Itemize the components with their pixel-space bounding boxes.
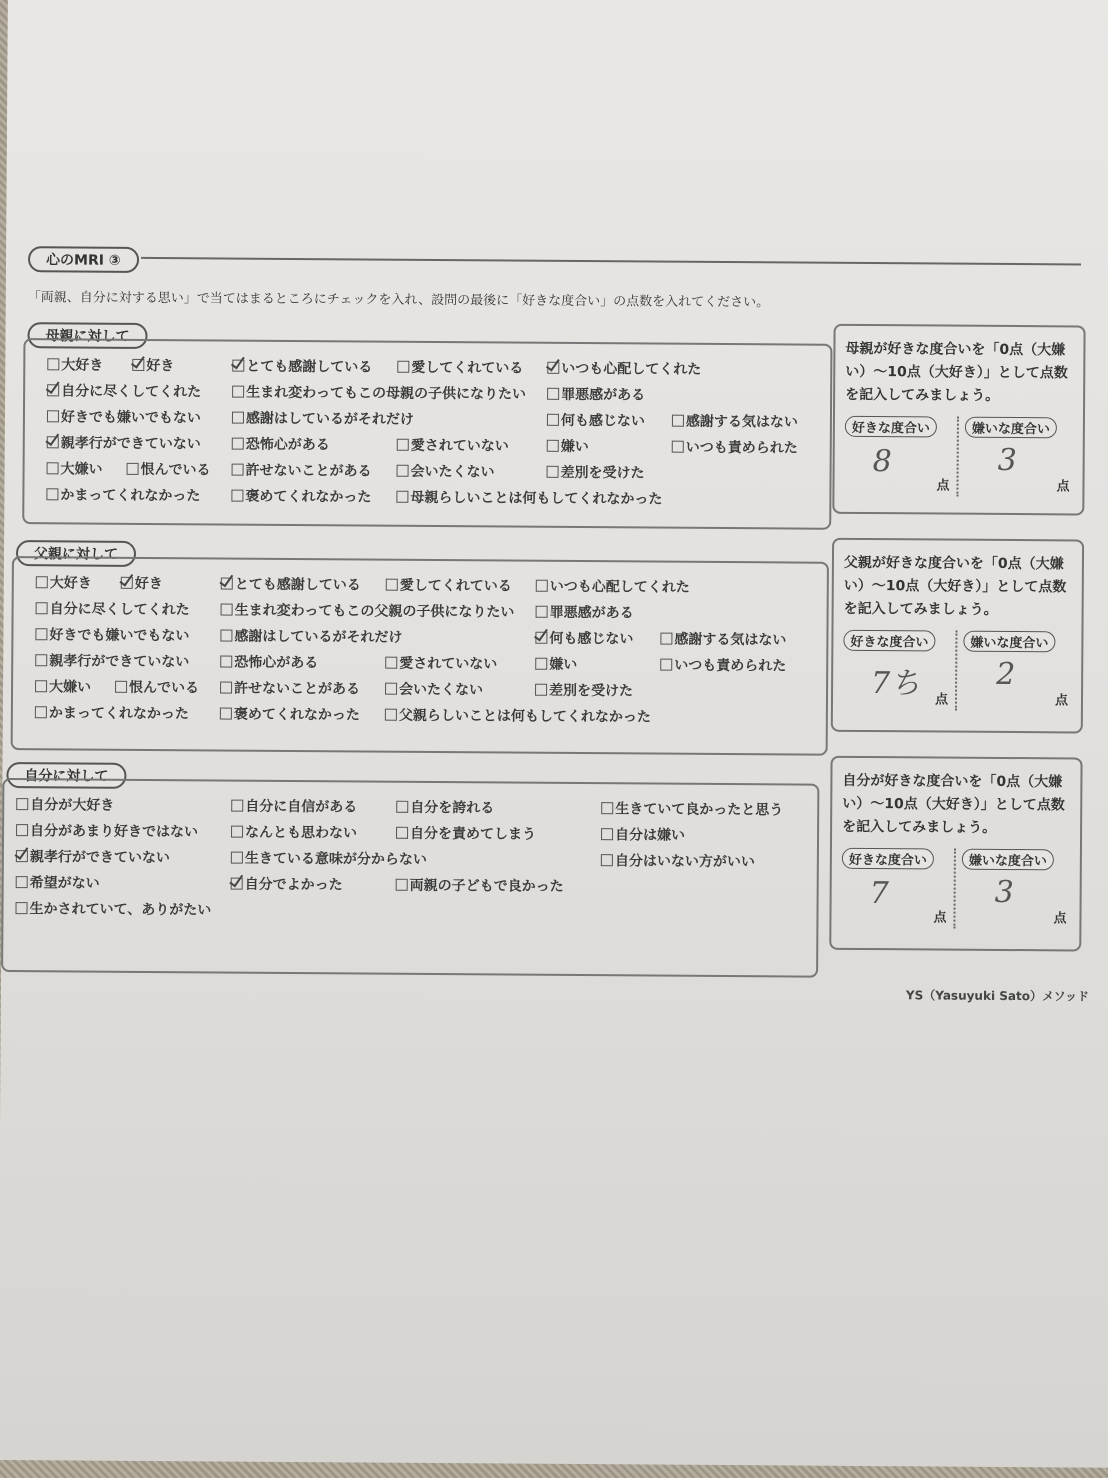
checklist-item-label: 自分があまり好きではない [30,823,199,841]
checklist-item-label: 恨んでいる [129,679,200,697]
checklist-item[interactable] [396,823,536,844]
checkbox-unchecked[interactable] [47,358,59,370]
checklist-item[interactable] [220,651,318,672]
like-score-unit: 点 [936,478,950,494]
checkbox-unchecked[interactable] [35,654,47,666]
checklist-item[interactable] [547,436,589,456]
checklist-item-label: 褒めてくれなかった [245,488,372,506]
checklist-item-label: 生まれ変わってもこの父親の子供になりたい [234,602,515,621]
checklist-item[interactable] [232,460,372,481]
checklist-item-label: 愛してくれている [411,359,524,377]
checklist-item-label: かまってくれなかった [48,705,189,723]
checkbox-unchecked[interactable] [220,681,232,693]
checklist-item-label: とても感謝している [246,358,373,376]
checklist-item[interactable] [16,820,198,841]
dislike-degree-label: 嫌いな度合い [965,417,1057,439]
checklist-item[interactable] [601,850,755,871]
score-prompt-line: い）～10点（大好き）」として点数 [845,363,1068,382]
checklist-item[interactable] [47,458,103,478]
checkbox-checked[interactable] [547,362,559,374]
checklist-item-label: 愛されていない [399,655,498,673]
checklist-item-label: 感謝はしているがそれだけ [234,628,403,646]
like-degree-label: 好きな度合い [845,416,937,438]
dislike-degree-label: 嫌いな度合い [962,849,1054,871]
checklist-item[interactable] [232,382,526,404]
checklist-item-label: 自分を誇れる [410,799,495,817]
checkbox-unchecked[interactable] [385,657,397,669]
checklist-item-label: とても感謝している [234,576,361,594]
checklist-item[interactable] [547,462,645,483]
score-prompt-line: 母親が好きな度合いを「0点（大嫌 [845,340,1066,359]
checklist-item-label: いつも責められた [674,657,787,675]
checkbox-unchecked[interactable] [547,414,559,426]
instruction-text: 「両親、自分に対する思い」で当てはまるところにチェックを入れ、設問の最後に「好きな度合い」の点数を入れてください。 [27,290,770,311]
checkbox-unchecked[interactable] [232,386,244,398]
checkbox-checked[interactable] [221,578,233,590]
checklist-item-label: 嫌い [560,438,589,456]
checklist-item[interactable] [115,677,199,698]
checklist-item[interactable] [660,655,786,676]
section-0-title: 母親に対して [27,322,147,349]
checkbox-unchecked[interactable] [396,801,408,813]
checkbox-checked[interactable] [16,850,28,862]
section-1-title: 父親に対して [16,540,136,567]
checklist-item-label: 自分が大好き [30,797,115,814]
checklist-item[interactable] [220,677,360,698]
checklist-item-label: 何も感じない [560,412,645,430]
checklist-item-label: 自分でよかった [244,876,343,894]
checklist-item-label: 愛されていない [410,437,509,455]
checkbox-unchecked[interactable] [386,579,398,591]
checkbox-unchecked[interactable] [16,876,28,888]
checkbox-unchecked[interactable] [35,706,47,718]
score-prompt-line: 父親が好きな度合いを「0点（大嫌 [843,554,1064,573]
checklist-item[interactable] [15,898,211,919]
checklist-item[interactable] [672,411,798,432]
checklist-item[interactable] [231,486,371,507]
checklist-item-label: 会いたくない [398,681,484,699]
checklist-item-label: 愛してくれている [399,577,512,595]
checklist-item[interactable] [36,572,92,592]
checklist-item-label: 好き [134,575,163,593]
checklist-item[interactable] [385,705,651,727]
checklist-item-label: 好き [146,357,175,375]
checklist-item[interactable] [232,356,372,377]
checkbox-unchecked[interactable] [231,826,243,838]
dislike-score-handwritten[interactable]: 3 [994,874,1014,911]
checkbox-unchecked[interactable] [535,658,547,670]
score-prompt-line: 自分が好きな度合いを「0点（大嫌 [842,772,1063,791]
checklist-item[interactable] [385,679,483,700]
checklist-item[interactable] [547,384,645,405]
checkbox-unchecked[interactable] [115,681,127,693]
checklist-item[interactable] [132,355,174,375]
checklist-item[interactable] [601,798,783,819]
checklist-item[interactable] [547,410,645,431]
checkbox-unchecked[interactable] [660,659,672,671]
checkbox-unchecked[interactable] [220,707,232,719]
checklist-item[interactable] [535,680,633,701]
checklist-item[interactable] [231,796,357,817]
checkbox-checked[interactable] [535,632,547,644]
checklist-item[interactable] [36,598,190,619]
checklist-item[interactable] [47,432,201,453]
checklist-item[interactable] [121,573,163,593]
checklist-item[interactable] [220,703,360,724]
checkbox-unchecked[interactable] [396,879,408,891]
checklist-item-label: 自分に尽くしてくれた [61,383,202,401]
checklist-item-label: 恨んでいる [140,461,211,479]
checklist-item-label: 自分を責めてしまう [409,825,537,843]
checklist-item[interactable] [16,794,114,815]
checklist-item[interactable] [396,797,494,818]
checklist-item[interactable] [232,434,330,455]
checklist-item-label: なんとも思わない [244,824,358,842]
like-score-handwritten[interactable]: 8 [872,444,892,480]
checkbox-checked[interactable] [132,359,144,371]
checklist-item[interactable] [536,576,690,597]
checklist-item-label: 感謝する気はない [674,631,787,649]
checklist-item[interactable] [660,629,786,650]
checklist-item[interactable] [47,406,201,427]
checklist-item-label: 両親の子どもで良かった [409,877,564,895]
checklist-item[interactable] [547,358,701,379]
checklist-item-label: いつも責められた [685,439,798,457]
checkbox-unchecked[interactable] [672,441,684,453]
checkbox-unchecked[interactable] [385,709,397,721]
checklist-item-label: いつも心配してくれた [549,578,690,596]
checkbox-unchecked[interactable] [220,629,232,641]
like-score-handwritten[interactable]: 7ち [870,666,921,702]
checkbox-unchecked[interactable] [672,415,684,427]
checklist-item[interactable] [35,676,91,696]
checklist-item[interactable] [396,875,564,896]
dislike-degree-label: 嫌いな度合い [963,631,1055,653]
checklist-item[interactable] [672,437,798,458]
like-degree-label: 好きな度合い [843,630,935,652]
checkbox-unchecked[interactable] [232,438,244,450]
checklist-item-label: 何も感じない [549,630,634,648]
checkbox-unchecked[interactable] [232,464,244,476]
checkbox-unchecked[interactable] [535,684,547,696]
like-degree-label: 好きな度合い [842,848,934,870]
checklist-item-label: 許せないことがある [245,462,372,480]
checkbox-unchecked[interactable] [231,490,243,502]
checklist-item[interactable] [385,653,497,674]
checklist-item-label: 親孝行ができていない [60,435,201,453]
checklist-item[interactable] [231,874,343,895]
checkbox-unchecked[interactable] [47,462,59,474]
checkbox-unchecked[interactable] [397,465,409,477]
checklist-item[interactable] [35,650,189,671]
checkbox-unchecked[interactable] [46,488,58,500]
checkbox-unchecked[interactable] [221,603,233,615]
checklist-item-label: 会いたくない [410,463,495,481]
dislike-score-unit: 点 [1053,911,1067,927]
checkbox-unchecked[interactable] [16,798,28,810]
checkbox-checked[interactable] [47,436,59,448]
checkbox-unchecked[interactable] [127,463,139,475]
checklist-item-label: 許せないことがある [234,680,361,698]
checklist-item[interactable] [16,872,100,893]
checklist-item[interactable] [397,357,523,378]
checkbox-unchecked[interactable] [601,828,613,840]
checklist-item[interactable] [16,846,170,867]
checkbox-unchecked[interactable] [231,852,243,864]
checkbox-unchecked[interactable] [220,655,232,667]
score-prompt-line: い）～10点（大好き）」として点数 [842,795,1065,814]
checklist-item[interactable] [220,625,402,646]
dislike-score-unit: 点 [1056,479,1070,495]
score-prompt-line: を記入してみましょう。 [843,600,998,618]
like-score-unit: 点 [933,910,947,926]
checklist-item[interactable] [397,435,509,456]
checkbox-checked[interactable] [232,360,244,372]
checklist-item-label: かまってくれなかった [60,487,201,505]
checkbox-unchecked[interactable] [601,854,613,866]
checkbox-unchecked[interactable] [15,902,27,914]
checklist-item-label: いつも心配してくれた [561,360,702,378]
checkbox-unchecked[interactable] [35,628,47,640]
checklist-item-label: 自分に自信がある [245,798,358,816]
checklist-item-label: 自分は嫌い [614,827,686,844]
checklist-item-label: 恐怖心がある [234,654,319,672]
checklist-item-label: 希望がない [29,875,100,892]
checklist-item-label: 生きていて良かったと思う [615,801,784,819]
checklist-item-label: 褒めてくれなかった [233,706,360,724]
checkbox-unchecked[interactable] [385,683,397,695]
checklist-item[interactable] [47,380,201,401]
checkbox-unchecked[interactable] [231,800,243,812]
like-score-handwritten[interactable]: 7 [869,876,889,912]
checkbox-unchecked[interactable] [397,439,409,451]
checklist-item-label: 大好き [61,357,104,374]
checkbox-unchecked[interactable] [660,633,672,645]
like-score-unit: 点 [934,692,949,708]
checklist-item-label: 罪悪感がある [561,386,646,404]
checklist-item[interactable] [386,575,512,596]
checklist-item-label: 母親らしいことは何もしてくれなかった [410,489,663,508]
checklist-item[interactable] [601,824,685,845]
checklist-item-label: 罪悪感がある [549,604,634,622]
checkbox-unchecked[interactable] [396,491,408,503]
checklist-item-label: 生かされていて、ありがたい [29,901,212,919]
checklist-item[interactable] [221,574,361,595]
checklist-item[interactable] [46,484,200,505]
dislike-score-unit: 点 [1054,693,1069,709]
score-prompt-line: を記入してみましょう。 [845,386,1000,404]
checklist-item[interactable] [536,602,634,623]
checklist-item[interactable] [397,461,495,482]
checkbox-unchecked[interactable] [36,576,48,588]
checklist-item-label: 感謝する気はない [685,413,798,431]
checkbox-checked[interactable] [231,878,243,890]
checklist-item-label: 自分に尽くしてくれた [49,601,190,619]
checklist-item-label: 親孝行ができていない [29,849,170,867]
checklist-item-label: 生きている意味が分からない [244,850,427,868]
checklist-item[interactable] [35,702,189,723]
checkbox-unchecked[interactable] [16,824,28,836]
worksheet-header-tag: 心のMRI ③ [28,246,139,273]
checkbox-unchecked[interactable] [232,412,244,424]
checklist-item[interactable] [231,848,427,869]
checklist-item-label: 嫌い [549,656,578,673]
checkbox-unchecked[interactable] [547,388,559,400]
checkbox-checked[interactable] [47,384,59,396]
checklist-item-label: 差別を受けた [560,464,645,482]
checkbox-unchecked[interactable] [397,361,409,373]
method-credit: YS（Yasuyuki Sato）メソッド [905,988,1090,1004]
checkbox-unchecked[interactable] [547,440,559,452]
checklist-item-label: 生まれ変わってもこの母親の子供になりたい [246,384,527,403]
checklist-item-label: 父親らしいことは何もしてくれなかった [398,707,651,726]
checklist-item[interactable] [232,408,414,429]
section-2-title: 自分に対して [6,762,126,789]
checklist-item[interactable] [35,624,189,645]
dislike-score-handwritten[interactable]: 2 [996,656,1016,693]
score-prompt-line: を記入してみましょう。 [842,818,997,836]
checklist-item[interactable] [47,354,103,374]
checkbox-unchecked[interactable] [536,606,548,618]
checklist-item-label: 好きでも嫌いでもない [49,627,190,645]
checklist-item[interactable] [127,459,211,480]
checklist-item-label: 差別を受けた [548,682,634,700]
checkbox-unchecked[interactable] [547,466,559,478]
checklist-item[interactable] [535,628,633,649]
checklist-item[interactable] [231,822,357,843]
dislike-score-handwritten[interactable]: 3 [997,442,1017,479]
checklist-item[interactable] [221,599,515,621]
checklist-item-label: 恐怖心がある [245,436,330,454]
score-prompt-line: い）～10点（大好き）」として点数 [843,577,1067,596]
checklist-item-label: 感謝はしているがそれだけ [245,410,414,428]
checklist-item-label: 親孝行ができていない [49,653,190,671]
checklist-item-label: 自分はいない方がいい [614,853,755,871]
checkbox-unchecked[interactable] [36,602,48,614]
checklist-item[interactable] [396,487,662,509]
checkbox-unchecked[interactable] [47,410,59,422]
checkbox-checked[interactable] [121,577,133,589]
checklist-item[interactable] [535,654,577,674]
checklist-item-label: 大好き [49,575,92,592]
checklist-item-label: 大嫌い [49,679,92,696]
checkbox-unchecked[interactable] [35,680,47,692]
header-rule [141,257,1081,266]
checkbox-unchecked[interactable] [601,802,613,814]
checklist-item-label: 大嫌い [60,461,103,478]
checkbox-unchecked[interactable] [536,580,548,592]
checklist-item-label: 好きでも嫌いでもない [60,409,202,427]
checkbox-unchecked[interactable] [396,827,408,839]
